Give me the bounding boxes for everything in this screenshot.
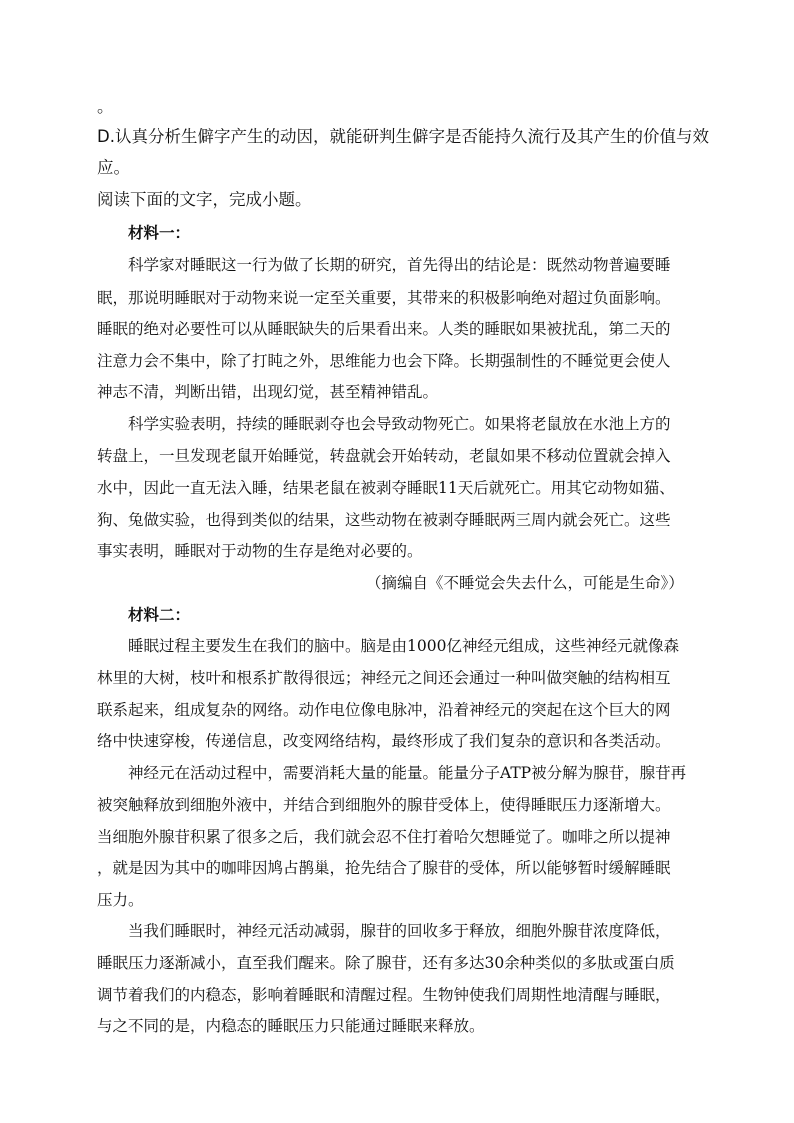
- text-line: 科学实验表明，持续的睡眠剥夺也会导致动物死亡。如果将老鼠放在水池上方的: [128, 415, 671, 433]
- text-line: 事实表明，睡眠对于动物的生存是绝对必要的。: [97, 542, 423, 560]
- text-line: 阅读下面的文字，完成小题。: [97, 190, 312, 209]
- text-line: 狗、兔做实验，也得到类似的结果，这些动物在被剥夺睡眠两三周内就会死亡。这些: [97, 511, 671, 529]
- text-line: 当细胞外腺苷积累了很多之后，我们就会忍不住打着哈欠想睡觉了。咖啡之所以提神: [97, 828, 671, 846]
- text-line: 压力。: [97, 891, 144, 909]
- text-line: 睡眠过程主要发生在我们的脑中。脑是由1000亿神经元组成，这些神经元就像森: [128, 637, 679, 655]
- text-line: 水中，因此一直无法入睡，结果老鼠在被剥夺睡眠11天后就死亡。用其它动物如猫、: [97, 479, 675, 497]
- text-line: ，就是因为其中的咖啡因鸠占鹊巢，抢先结合了腺苷的受体，所以能够暂时缓解睡眠: [97, 859, 671, 877]
- text-line: D.认真分析生僻字产生的动因，就能研判生僻字是否能持久流行及其产生的价值与效: [97, 127, 709, 146]
- text-line: 。: [97, 97, 114, 116]
- text-line: 转盘上，一旦发现老鼠开始睡觉，转盘就会开始转动，老鼠如果不移动位置就会掉入: [97, 447, 671, 465]
- text-line: 注意力会不集中，除了打盹之外，思维能力也会下降。长期强制性的不睡觉更会使人: [97, 352, 671, 370]
- section-heading: 材料二：: [128, 605, 191, 624]
- section-heading: 材料一：: [128, 223, 191, 242]
- source-citation: （摘编自《不睡觉会失去什么，可能是生命》）: [366, 574, 684, 592]
- text-line: 络中快速穿梭，传递信息，改变网络结构，最终形成了我们复杂的意识和各类活动。: [97, 732, 671, 750]
- text-line: 睡眠的绝对必要性可以从睡眠缺失的后果看出来。人类的睡眠如果被扰乱，第二天的: [97, 320, 671, 338]
- text-line: 神志不清，判断出错，出现幻觉，甚至精神错乱。: [97, 383, 439, 401]
- text-line: 调节着我们的内稳态，影响着睡眠和清醒过程。生物钟使我们周期性地清醒与睡眠，: [97, 986, 671, 1004]
- text-line: 科学家对睡眠这一行为做了长期的研究，首先得出的结论是：既然动物普遍要睡: [128, 256, 671, 274]
- text-line: 被突触释放到细胞外液中，并结合到细胞外的腺苷受体上，使得睡眠压力逐渐增大。: [97, 796, 671, 814]
- text-line: 神经元在活动过程中，需要消耗大量的能量。能量分子ATP被分解为腺苷，腺苷再: [128, 764, 687, 782]
- text-line: 眠，那说明睡眠对于动物来说一定至关重要，其带来的积极影响绝对超过负面影响。: [97, 289, 671, 307]
- text-line: 联系起来，组成复杂的网络。动作电位像电脉冲，沿着神经元的突起在这个巨大的网: [97, 701, 671, 719]
- text-line: 睡眠压力逐渐减小，直至我们醒来。除了腺苷，还有多达30余种类似的多肽或蛋白质: [97, 954, 675, 972]
- text-line: 当我们睡眠时，神经元活动减弱，腺苷的回收多于释放，细胞外腺苷浓度降低，: [128, 922, 671, 940]
- text-line: 与之不同的是，内稳态的睡眠压力只能通过睡眠来释放。: [97, 1017, 485, 1035]
- text-line: 应。: [97, 158, 130, 177]
- text-line: 林里的大树，枝叶和根系扩散得很远；神经元之间还会通过一种叫做突触的结构相互: [97, 669, 671, 687]
